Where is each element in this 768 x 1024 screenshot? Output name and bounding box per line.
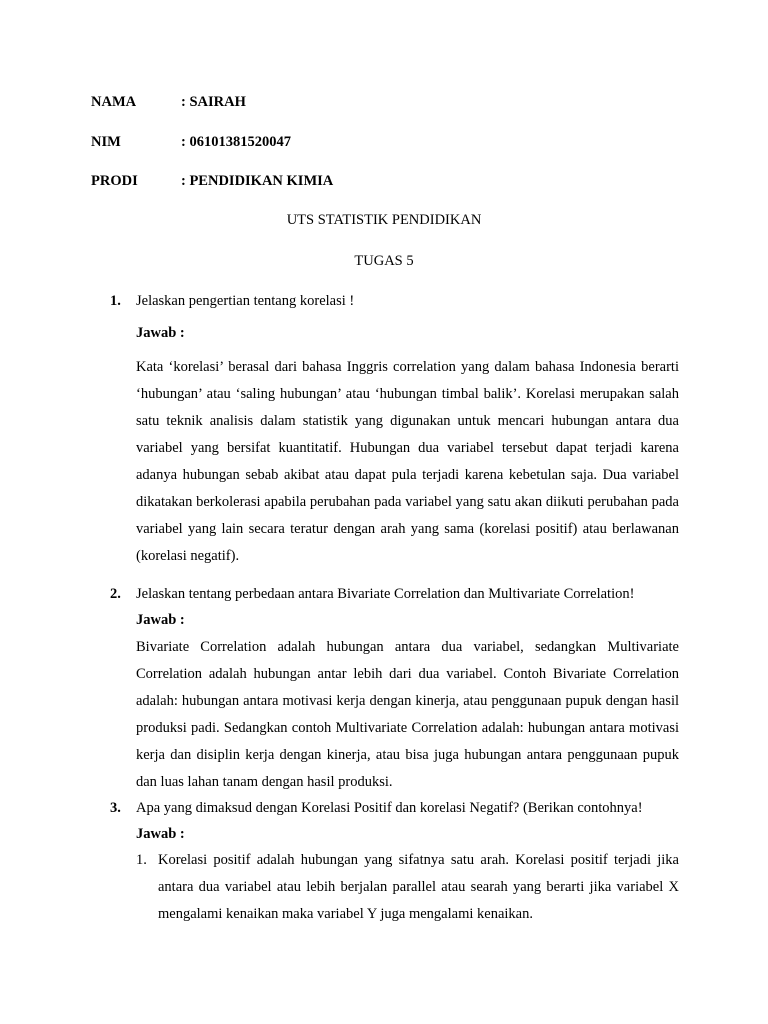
question-3-number: 3.	[110, 800, 121, 816]
question-3-text: Apa yang dimaksud dengan Korelasi Positif dan korelasi Negatif? (Berikan contohnya!	[136, 800, 643, 816]
question-1-number: 1.	[110, 293, 121, 309]
answer-2-label: Jawab :	[136, 612, 185, 628]
question-1	[110, 293, 680, 310]
nama-value: : SAIRAH	[181, 94, 246, 110]
nama-label: NAMA	[91, 94, 137, 110]
nama-row	[91, 94, 246, 111]
nim-label: NIM	[91, 134, 121, 150]
question-1-text: Jelaskan pengertian tentang korelasi !	[136, 293, 355, 309]
answer-3-subitem	[136, 847, 679, 928]
answer-3-subitem-number: 1.	[136, 852, 147, 868]
answer-3-label: Jawab :	[136, 826, 185, 842]
answer-1-label: Jawab :	[136, 325, 185, 341]
prodi-value: : PENDIDIKAN KIMIA	[181, 173, 334, 189]
nim-value: : 06101381520047	[181, 134, 291, 150]
document-title: UTS STATISTIK PENDIDIKAN	[286, 212, 482, 228]
question-2-text: Jelaskan tentang perbedaan antara Bivariate Correlation dan Multivariate Correlation!	[136, 586, 635, 602]
question-2-number: 2.	[110, 586, 121, 602]
answer-3-subitem-text: Korelasi positif adalah hubungan yang sifatnya satu arah. Korelasi positif terjadi jika antara dua variabel atau lebih berjalan parallel atau searah yang berarti jika variabel X mengalami kenaikan maka variabel Y juga mengalami kenaikan.	[158, 852, 679, 922]
document-subtitle: TUGAS 5	[354, 253, 414, 269]
answer-1-text: Kata ‘korelasi’ berasal dari bahasa Inggris correlation yang dalam bahasa Indonesia berarti ‘hubungan’ atau ‘saling hubungan’ atau ‘hubungan timbal balik’. Korelasi merupakan salah satu teknik analisis dalam statistik yang digunakan untuk mencari hubungan antara dua variabel yang bersifat kuantitatif. Hubungan dua variabel tersebut dapat terjadi karena adanya hubungan sebab akibat atau dapat pula terjadi karena kebetulan saja. Dua variabel dikatakan berkolerasi apabila perubahan pada variabel yang satu akan diikuti perubahan pada variabel yang lain secara teratur dengan arah yang sama (korelasi positif) atau berlawanan (korelasi negatif).	[136, 359, 679, 564]
prodi-label: PRODI	[91, 173, 138, 189]
question-3	[110, 800, 680, 817]
nim-row	[91, 134, 291, 151]
question-2	[110, 586, 680, 603]
prodi-row	[91, 173, 333, 190]
answer-2-text: Bivariate Correlation adalah hubungan antara dua variabel, sedangkan Multivariate Correlation adalah hubungan antar lebih dari dua variabel. Contoh Bivariate Correlation adalah: hubungan antara motivasi kerja dengan kinerja, atau penggunaan pupuk dengan hasil produksi padi. Sedangkan contoh Multivariate Correlation adalah: hubungan antara motivasi kerja dan disiplin kerja dengan kinerja, atau bisa juga hubungan antara penggunaan pupuk dan luas lahan tanam dengan hasil produksi.	[136, 639, 679, 790]
